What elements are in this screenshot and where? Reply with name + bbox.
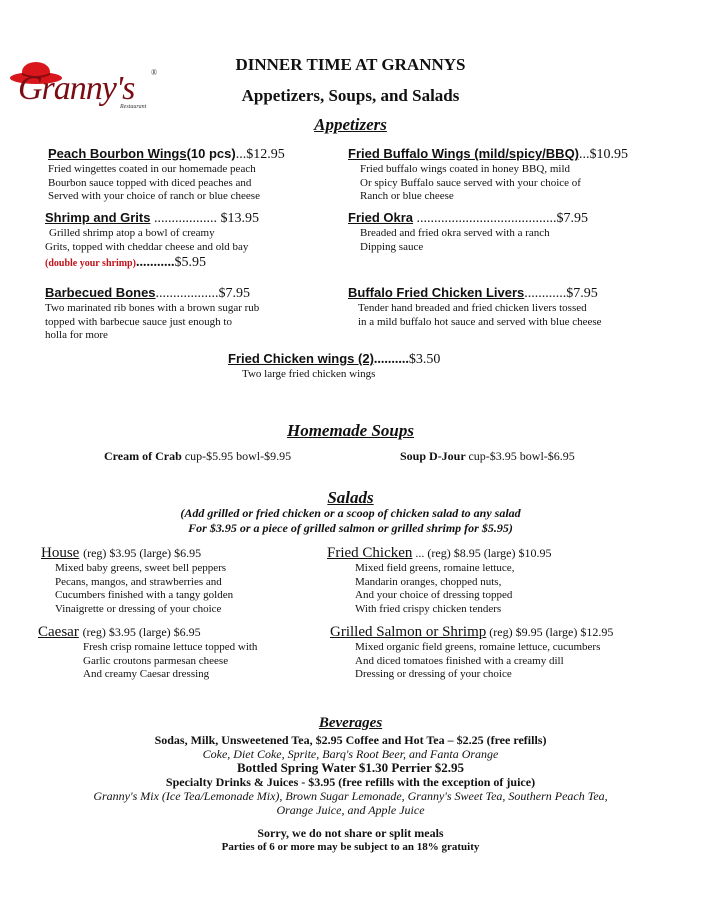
description-line: Mandarin oranges, chopped nuts, — [355, 575, 502, 588]
item-description — [348, 227, 588, 254]
salads-heading: Salads — [327, 488, 374, 507]
item-dots: .................. — [155, 286, 219, 301]
item-name: Fried Chicken wings (2) — [228, 351, 374, 366]
description-line: Garlic croutons parmesan cheese — [83, 654, 229, 667]
description-line: holla for more — [45, 329, 108, 341]
menu-item — [348, 285, 602, 329]
description-line: And your choice of dressing topped — [355, 589, 513, 601]
salads-note — [0, 506, 701, 536]
page-title: DINNER TIME AT GRANNYS — [235, 55, 466, 74]
description-line: Bourbon sauce topped with diced peaches and — [48, 176, 252, 189]
beverages-block — [0, 733, 701, 817]
logo-subtitle: Restaurant — [120, 104, 147, 110]
beverage-line: Coke, Diet Coke, Sprite, Barq's Root Beer, and Fanta Orange — [202, 747, 499, 761]
item-name: Shrimp and Grits — [45, 210, 151, 225]
description-line: Fried wingettes coated in our homemade peach — [48, 163, 256, 175]
beverage-line: Orange Juice, and Apple Juice — [276, 803, 425, 817]
salad-description — [330, 641, 613, 682]
note-line: (Add grilled or fried chicken or a scoop of chicken salad to any salad — [180, 506, 521, 520]
description-line: Grilled shrimp atop a bowl of creamy — [49, 227, 215, 239]
beverage-line: Bottled Spring Water $1.30 Perrier $2.95 — [236, 760, 465, 775]
item-dots: .......... — [373, 352, 409, 367]
addon-price: $5.95 — [174, 255, 206, 270]
item-name: Fried Okra — [348, 210, 414, 225]
description-line: Vinaigrette or dressing of your choice — [55, 602, 222, 615]
description-line: Or spicy Buffalo sauce served with your choice of — [360, 176, 581, 189]
item-extra: (10 pcs) — [186, 146, 236, 161]
salad-description — [38, 641, 257, 682]
beverage-line: Sodas, Milk, Unsweetened Tea, $2.95 Coffee and Hot Tea – $2.25 (free refills) — [154, 733, 547, 747]
description-line: Mixed field greens, romaine lettuce, — [355, 562, 515, 574]
menu-item — [45, 285, 259, 343]
soup-name: Soup D-Jour — [400, 449, 466, 463]
item-price: $3.50 — [408, 352, 441, 367]
item-description — [45, 227, 259, 271]
footer-line: Sorry, we do not share or split meals — [257, 826, 444, 840]
salad-prices: (reg) $8.95 (large) $10.95 — [427, 546, 552, 560]
description-line: Two large fried chicken wings — [242, 368, 376, 380]
description-line: topped with barbecue sauce just enough to — [45, 315, 232, 328]
item-description — [48, 163, 285, 204]
description-line: Tender hand breaded and fried chicken livers tossed — [358, 302, 587, 314]
item-dots: .................. — [150, 211, 221, 226]
beverage-line: Granny's Mix (Ice Tea/Lemonade Mix), Brown Sugar Lemonade, Granny's Sweet Tea, Southern Peach Tea, — [93, 789, 608, 803]
item-name: Peach Bourbon Wings — [48, 146, 187, 161]
appetizers-heading: Appetizers — [314, 115, 387, 134]
description-line: Two marinated rib bones with a brown sugar rub — [45, 302, 260, 314]
description-line: Grits, topped with cheddar cheese and old bay — [45, 240, 249, 253]
salad-prices: (reg) $9.95 (large) $12.95 — [489, 625, 614, 639]
beverage-line: Specialty Drinks & Juices - $3.95 (free refills with the exception of juice) — [165, 775, 536, 789]
salad-description — [327, 562, 551, 616]
item-price: $13.95 — [220, 211, 259, 226]
description-line: in a mild buffalo hot sauce and served with blue cheese — [358, 315, 602, 328]
item-price: $7.95 — [556, 211, 589, 226]
description-line: Served with your choice of ranch or blue cheese — [48, 190, 260, 202]
salad-item — [41, 545, 233, 616]
description-line: And diced tomatoes finished with a creamy dill — [355, 654, 564, 667]
description-line: Mixed baby greens, sweet bell peppers — [55, 562, 227, 574]
soup-item — [104, 449, 291, 464]
menu-item — [45, 210, 259, 271]
footer-line: Parties of 6 or more may be subject to an 18% gratuity — [221, 841, 480, 853]
description-line: Dipping sauce — [360, 240, 424, 253]
item-price: $7.95 — [218, 286, 251, 301]
salad-prices: (reg) $3.95 (large) $6.95 — [83, 546, 202, 560]
salad-extra: ... — [412, 546, 428, 560]
description-line: Fried buffalo wings coated in honey BBQ, mild — [360, 163, 570, 175]
beverages-heading: Beverages — [318, 715, 383, 731]
logo-name: Granny's — [18, 70, 135, 107]
item-price: $12.95 — [246, 147, 285, 162]
menu-item — [228, 351, 440, 382]
footer-notice — [0, 826, 701, 854]
description-line: Dressing or dressing of your choice — [355, 668, 512, 680]
description-line: Breaded and fried okra served with a ranch — [360, 227, 550, 239]
soup-prices: cup-$3.95 bowl-$6.95 — [468, 449, 575, 463]
item-dots: ... — [579, 147, 590, 162]
soups-heading: Homemade Soups — [286, 421, 415, 440]
item-price: $10.95 — [589, 147, 629, 162]
menu-item — [48, 146, 285, 204]
item-dots: ... — [235, 147, 247, 162]
soup-prices: cup-$5.95 bowl-$9.95 — [184, 449, 292, 463]
soup-name: Cream of Crab — [104, 449, 182, 463]
item-description — [45, 302, 259, 343]
item-dots: ........................................ — [413, 211, 557, 226]
menu-item — [348, 146, 628, 204]
item-name: Fried Buffalo Wings (mild/spicy/BBQ) — [348, 146, 580, 161]
salad-name: Caesar — [38, 624, 79, 640]
item-price: $7.95 — [566, 286, 598, 301]
description-line: And creamy Caesar dressing — [83, 668, 210, 680]
salad-item — [38, 624, 257, 682]
item-dots: ............ — [524, 286, 567, 301]
salad-prices: (reg) $3.95 (large) $6.95 — [82, 625, 201, 639]
item-name: Buffalo Fried Chicken Livers — [348, 285, 525, 300]
description-line: Ranch or blue cheese — [360, 190, 454, 202]
item-description — [348, 302, 602, 329]
item-name: Barbecued Bones — [45, 285, 156, 300]
menu-item — [348, 210, 588, 254]
description-line: Mixed organic field greens, romaine lettuce, cucumbers — [355, 641, 601, 653]
description-line: Fresh crisp romaine lettuce topped with — [83, 641, 258, 653]
item-description — [348, 163, 628, 204]
salad-name: Fried Chicken — [327, 545, 413, 561]
item-description — [228, 368, 440, 382]
page-subtitle: Appetizers, Soups, and Salads — [241, 86, 460, 105]
salad-item — [330, 624, 613, 682]
description-line: Cucumbers finished with a tangy golden — [55, 589, 234, 601]
description-line: With fried crispy chicken tenders — [355, 602, 502, 615]
soup-item — [400, 449, 575, 464]
note-line: For $3.95 or a piece of grilled salmon or grilled shrimp for $5.95) — [188, 521, 513, 535]
salad-description — [41, 562, 233, 616]
addon-label: (double your shrimp) — [45, 258, 136, 269]
salad-item — [327, 545, 551, 616]
salad-name: Grilled Salmon or Shrimp — [330, 624, 487, 640]
salad-name: House — [41, 545, 80, 561]
description-line: Pecans, mangos, and strawberries and — [55, 575, 222, 588]
addon-dots: ........... — [135, 255, 175, 270]
logo-registered-mark: ® — [151, 68, 158, 77]
